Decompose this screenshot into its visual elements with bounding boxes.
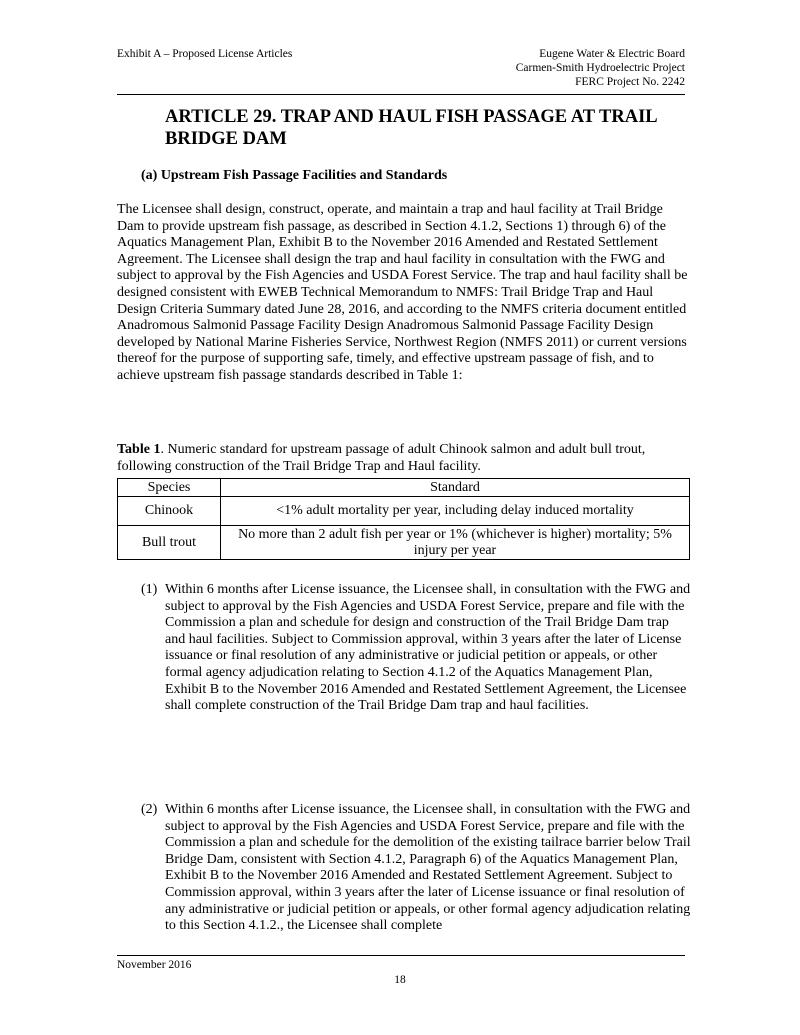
list-item-number: (1) <box>141 582 158 597</box>
species-cell: Chinook <box>118 497 221 526</box>
list-item <box>141 582 691 715</box>
standards-table <box>117 478 690 560</box>
table-row <box>118 526 690 560</box>
standard-cell: <1% adult mortality per year, including delay induced mortality <box>221 497 690 526</box>
species-cell: Bull trout <box>118 526 221 560</box>
list-item-text: Within 6 months after License issuance, the Licensee shall, in consultation with the FWG and subject to approval by the Fish Agencies and USDA Forest Service, prepare and file with the Commission a plan and schedule for design and construction of the Trail Bridge Dam trap and haul facilities. Subject to Commission approval, within 3 years after the later of License issuance or final resolution of any administrative or judicial petition or appeals, or other formal agency adjudication relating to Section 4.1.2 of the Aquatics Management Plan, Exhibit B to the November 2016 Amended and Restated Settlement Agreement, the Licensee shall complete construction of the Trail Bridge Dam trap and haul facilities. <box>165 582 691 714</box>
header-owner: Eugene Water & Electric Board <box>539 48 685 60</box>
header-ferc-number: FERC Project No. 2242 <box>575 76 685 88</box>
table-caption-text: . Numeric standard for upstream passage of adult Chinook salmon and adult bull trout, following construction of the Trail Bridge Trap and Haul facility. <box>117 442 646 474</box>
col-header-species: Species <box>118 479 221 497</box>
table-header-row <box>118 479 690 497</box>
footer-rule <box>117 955 685 956</box>
table-caption <box>117 442 692 475</box>
intro-paragraph: The Licensee shall design, construct, operate, and maintain a trap and haul facility at Trail Bridge Dam to provide upstream fish passage, as described in Section 4.1.2, Sections 1) through 6) of the Aquatics Management Plan, Exhibit B to the November 2016 Amended and Restated Settlement Agreement. The Licensee shall design the trap and haul facility in consultation with the FWG and subject to approval by the Fish Agencies and USDA Forest Service. The trap and haul facility shall be designed consistent with EWEB Technical Memorandum to NMFS: Trail Bridge Trap and Haul Design Criteria Summary dated June 28, 2016, and according to the NMFS criteria document entitled Anadromous Salmonid Passage Facility Design Anadromous Salmonid Passage Facility Design developed by National Marine Fisheries Service, Northwest Region (NMFS 2011) or current versions thereof for the purpose of supporting safe, timely, and effective upstream passage of fish, and to achieve upstream fish passage standards described in Table 1: <box>117 202 688 383</box>
section-subheading: (a) Upstream Fish Passage Facilities and Standards <box>141 168 448 183</box>
header-rule <box>117 94 685 95</box>
list-item-number: (2) <box>141 802 158 817</box>
header-left: Exhibit A – Proposed License Articles <box>117 48 293 60</box>
footer-date: November 2016 <box>117 959 192 971</box>
page-number: 18 <box>394 974 406 986</box>
standard-cell: No more than 2 adult fish per year or 1% (whichever is higher) mortality; 5% injury per year <box>221 526 690 560</box>
list-item-text: Within 6 months after License issuance, the Licensee shall, in consultation with the FWG and subject to approval by the Fish Agencies and USDA Forest Service, prepare and file with the Commission a plan and schedule for the demolition of the existing tailrace barrier below Trail Bridge Dam, consistent with Section 4.1.2, Paragraph 6) of the Aquatics Management Plan, Exhibit B to the November 2016 Amended and Restated Settlement Agreement. Subject to Commission approval, within 3 years after the later of License issuance or final resolution of any administrative or judicial petition or appeals, or other formal agency adjudication relating to this Section 4.1.2., the Licensee shall complete <box>165 802 691 934</box>
header-right <box>516 47 685 89</box>
table-row <box>118 497 690 526</box>
col-header-standard: Standard <box>221 479 690 497</box>
header-project: Carmen-Smith Hydroelectric Project <box>515 62 685 74</box>
list-item <box>141 802 691 935</box>
table-label: Table 1 <box>117 442 161 457</box>
article-title: ARTICLE 29. TRAP AND HAUL FISH PASSAGE AT TRAIL BRIDGE DAM <box>165 107 657 149</box>
